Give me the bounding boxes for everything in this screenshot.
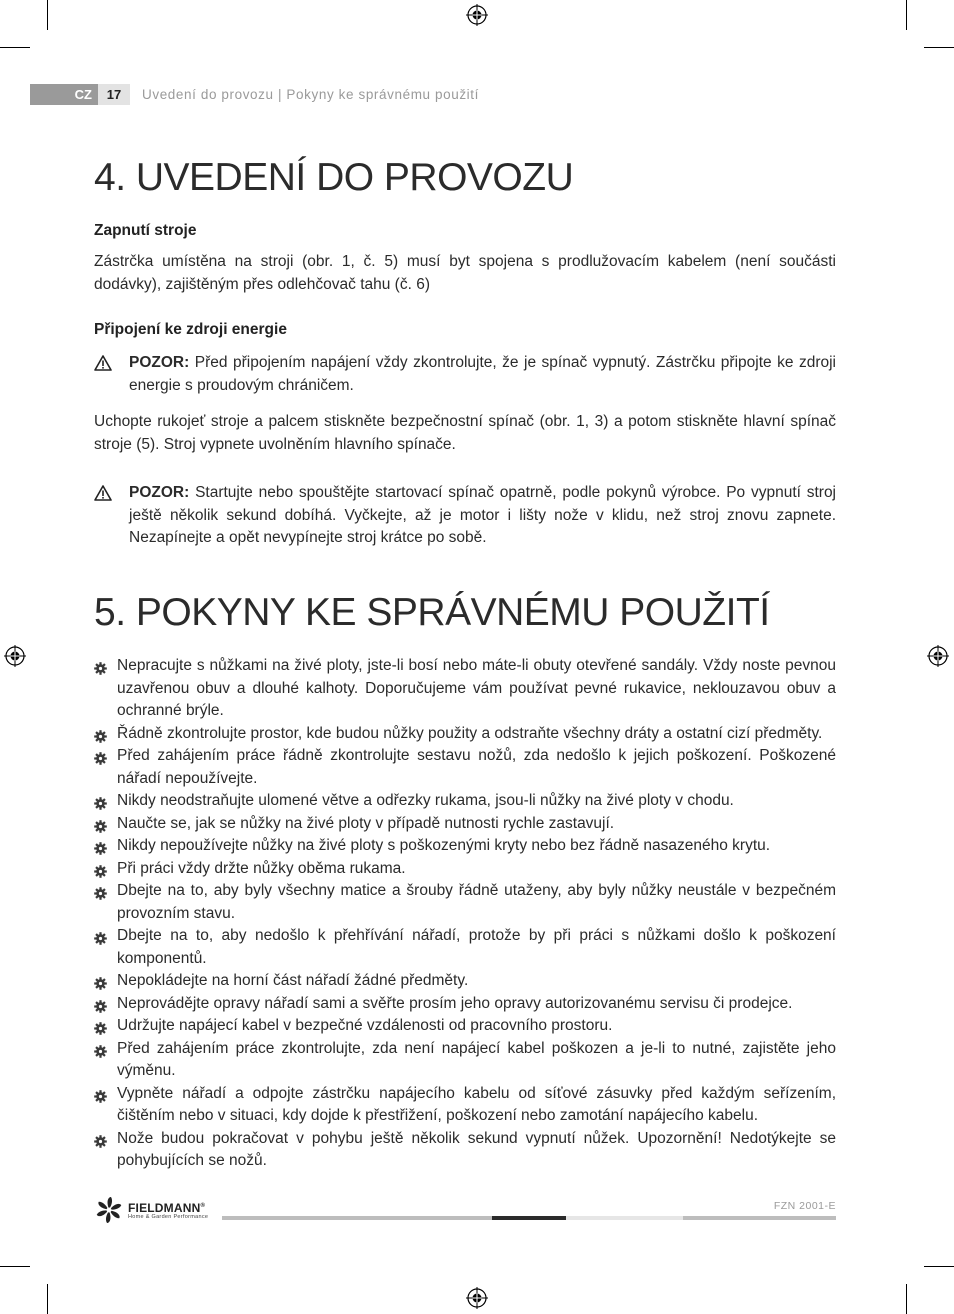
list-item [94,723,836,746]
running-title: Uvedení do provozu | Pokyny ke správnému použití [142,87,479,102]
gear-bullet-icon [94,750,107,763]
list-item [94,925,836,970]
warning-label: POZOR: [129,354,190,371]
subheading-power-on [94,222,836,240]
section-5 [94,591,836,635]
crop-mark [0,1266,30,1267]
warning-text: Startujte nebo spouštějte startovací spínač opatrně, podle pokynů výrobce. Po vypnutí stroj ještě několik sekund dobíhá. Vyčkejte, až je motor i lišty nože v klidu, než stroj znovu zapnete. Nezapínejte a opět nevypínejte stroj krátce po sobě. [129,484,837,546]
crosshair-registration-icon [466,1287,488,1309]
gear-bullet-icon [94,1133,107,1146]
warning-triangle-icon [94,485,112,501]
list-item [94,835,836,858]
crop-mark [0,47,30,48]
list-item-text: Neprovádějte opravy nářadí sami a svěřte prosím jeho opravy autorizovanému servisu či prodejce. [117,994,793,1012]
gear-bullet-icon [94,1020,107,1033]
footer-rule [492,1216,566,1220]
list-item-text: Před zahájením práce zkontrolujte, zda není napájecí kabel poškozen a je-li to nutné, zajistěte jeho výměnu. [117,1039,836,1079]
gear-bullet-icon [94,818,107,831]
list-item-text: Dbejte na to, aby nedošlo k přehřívání nářadí, protože by při práci s nůžkami došlo k poškození komponentů. [117,927,836,967]
list-item [94,880,836,925]
language-tag: CZ [30,84,98,105]
list-item-text: Udržujte napájecí kabel v bezpečné vzdálenosti od pracovního prostoru. [117,1017,613,1034]
list-item-text: Nikdy neodstraňujte ulomené větve a odřezky rukama, jsou-li nůžky na živé ploty v chodu. [117,792,734,809]
footer-rule [566,1216,683,1220]
list-item-text: Naučte se, jak se nůžky na živé ploty v případě nutnosti rychle zastavují. [117,814,615,832]
gear-bullet-icon [94,660,107,673]
brand-tagline: Home & Garden Performance [128,1214,209,1220]
crop-mark [924,47,954,48]
page-footer [94,1196,836,1226]
gear-bullet-icon [94,1043,107,1056]
paragraph-text: Zástrčka umístěna na stroji (obr. 1, č. 5) musí byt spojena s prodlužovacím kabelem (není součásti dodávky), zajištěným přes odlehčovač tahu (č. 6) [94,253,836,293]
list-item [94,1128,836,1173]
list-item-text: Nikdy nepoužívejte nůžky na živé ploty s poškozenými kryty nebo bez řádně nasazeného krytu. [117,837,771,854]
list-item-text: Vypněte nářadí a odpojte zástrčku napájecího kabelu od síťové zásuvky před každým seřízením, čištěním nebo v situaci, kdy dojde k přestřižení, poškození nebo zamotání napájecího kabelu. [117,1084,836,1124]
crop-mark [47,1284,48,1314]
subheading: Zapnutí stroje [94,222,197,239]
gear-bullet-icon [94,930,107,943]
paragraph [94,251,836,296]
gear-bullet-icon [94,840,107,853]
instructions-list [94,655,836,1173]
gear-bullet-icon [94,1088,107,1101]
section-heading: 4. UVEDENÍ DO PROVOZU [94,156,574,199]
brand-logo [94,1196,208,1224]
list-item [94,745,836,790]
gear-bullet-icon [94,975,107,988]
gear-bullet-icon [94,795,107,808]
brand-mark: ® [200,1203,206,1209]
list-item [94,813,836,836]
warning-text: Před připojením napájení vždy zkontrolujte, že je spínač vypnutý. Zástrčku připojte ke zdroji energie s proudovým chráničem. [129,354,836,394]
gear-bullet-icon [94,885,107,898]
footer-rule [683,1216,836,1220]
subheading-power-source [94,321,836,339]
list-item [94,790,836,813]
list-item-text: Řádně zkontrolujte prostor, kde budou nůžky použity a odstraňte všechny dráty a ostatní cizí předměty. [117,724,823,742]
warning-triangle-icon [94,355,112,371]
list-item [94,1015,836,1038]
crop-mark [47,0,48,30]
section-heading: 5. POKYNY KE SPRÁVNÉMU POUŽITÍ [94,591,770,634]
gear-bullet-icon [94,728,107,741]
model-number: FZN 2001-E [773,1200,836,1212]
warning-block [94,482,836,550]
crosshair-registration-icon [4,645,26,667]
crop-mark [906,0,907,30]
list-item [94,858,836,881]
list-item-text: Nepokládejte na horní část nářadí žádné předměty. [117,972,469,989]
brand-name: FIELDMANN [128,1201,201,1215]
list-item [94,655,836,723]
list-item [94,970,836,993]
gear-bullet-icon [94,998,107,1011]
list-item-text: Dbejte na to, aby byly všechny matice a šrouby řádně utaženy, aby byly nůžky neustále v bezpečném provozním stavu. [117,882,836,922]
warning-label: POZOR: [129,484,190,501]
section-4 [94,156,836,200]
page-header [30,84,479,105]
list-item-text: Nepracujte s nůžkami na živé ploty, jste-li bosí nebo máte-li obuty otevřené sandály. Vždy noste pevnou uzavřenou obuv a dlouhé kalhoty. Doporučujeme vám používat pevné rukavice, neklouzavou obuv a ochranné brýle. [117,657,836,719]
fan-logo-icon [94,1196,124,1224]
warning-block [94,352,836,397]
list-item [94,1083,836,1128]
crop-mark [906,1284,907,1314]
paragraph-text: Uchopte rukojeť stroje a palcem stiskněte bezpečnostní spínač (obr. 1, 3) a potom stiskněte hlavní spínač stroje (5). Stroj vypnete uvolněním hlavního spínače. [94,413,836,453]
subheading: Připojení ke zdroji energie [94,321,287,338]
paragraph [94,411,836,456]
list-item-text: Před zahájením práce řádně zkontrolujte sestavu nožů, zda nedošlo k jejich poškození. Poškozené nářadí nepoužívejte. [117,747,836,787]
crop-mark [924,1266,954,1267]
list-item-text: Nože budou pokračovat v pohybu ještě několik sekund vypnutí nůžek. Upozornění! Nedotýkejte se pohybujících se nožů. [117,1129,836,1169]
crosshair-registration-icon [927,645,949,667]
footer-rule [222,1216,492,1220]
instructions-list-container [94,655,836,1173]
gear-bullet-icon [94,863,107,876]
page-number: 17 [98,84,130,105]
list-item-text: Při práci vždy držte nůžky oběma rukama. [117,859,406,877]
list-item [94,1038,836,1083]
crosshair-registration-icon [466,4,488,26]
list-item [94,993,836,1016]
